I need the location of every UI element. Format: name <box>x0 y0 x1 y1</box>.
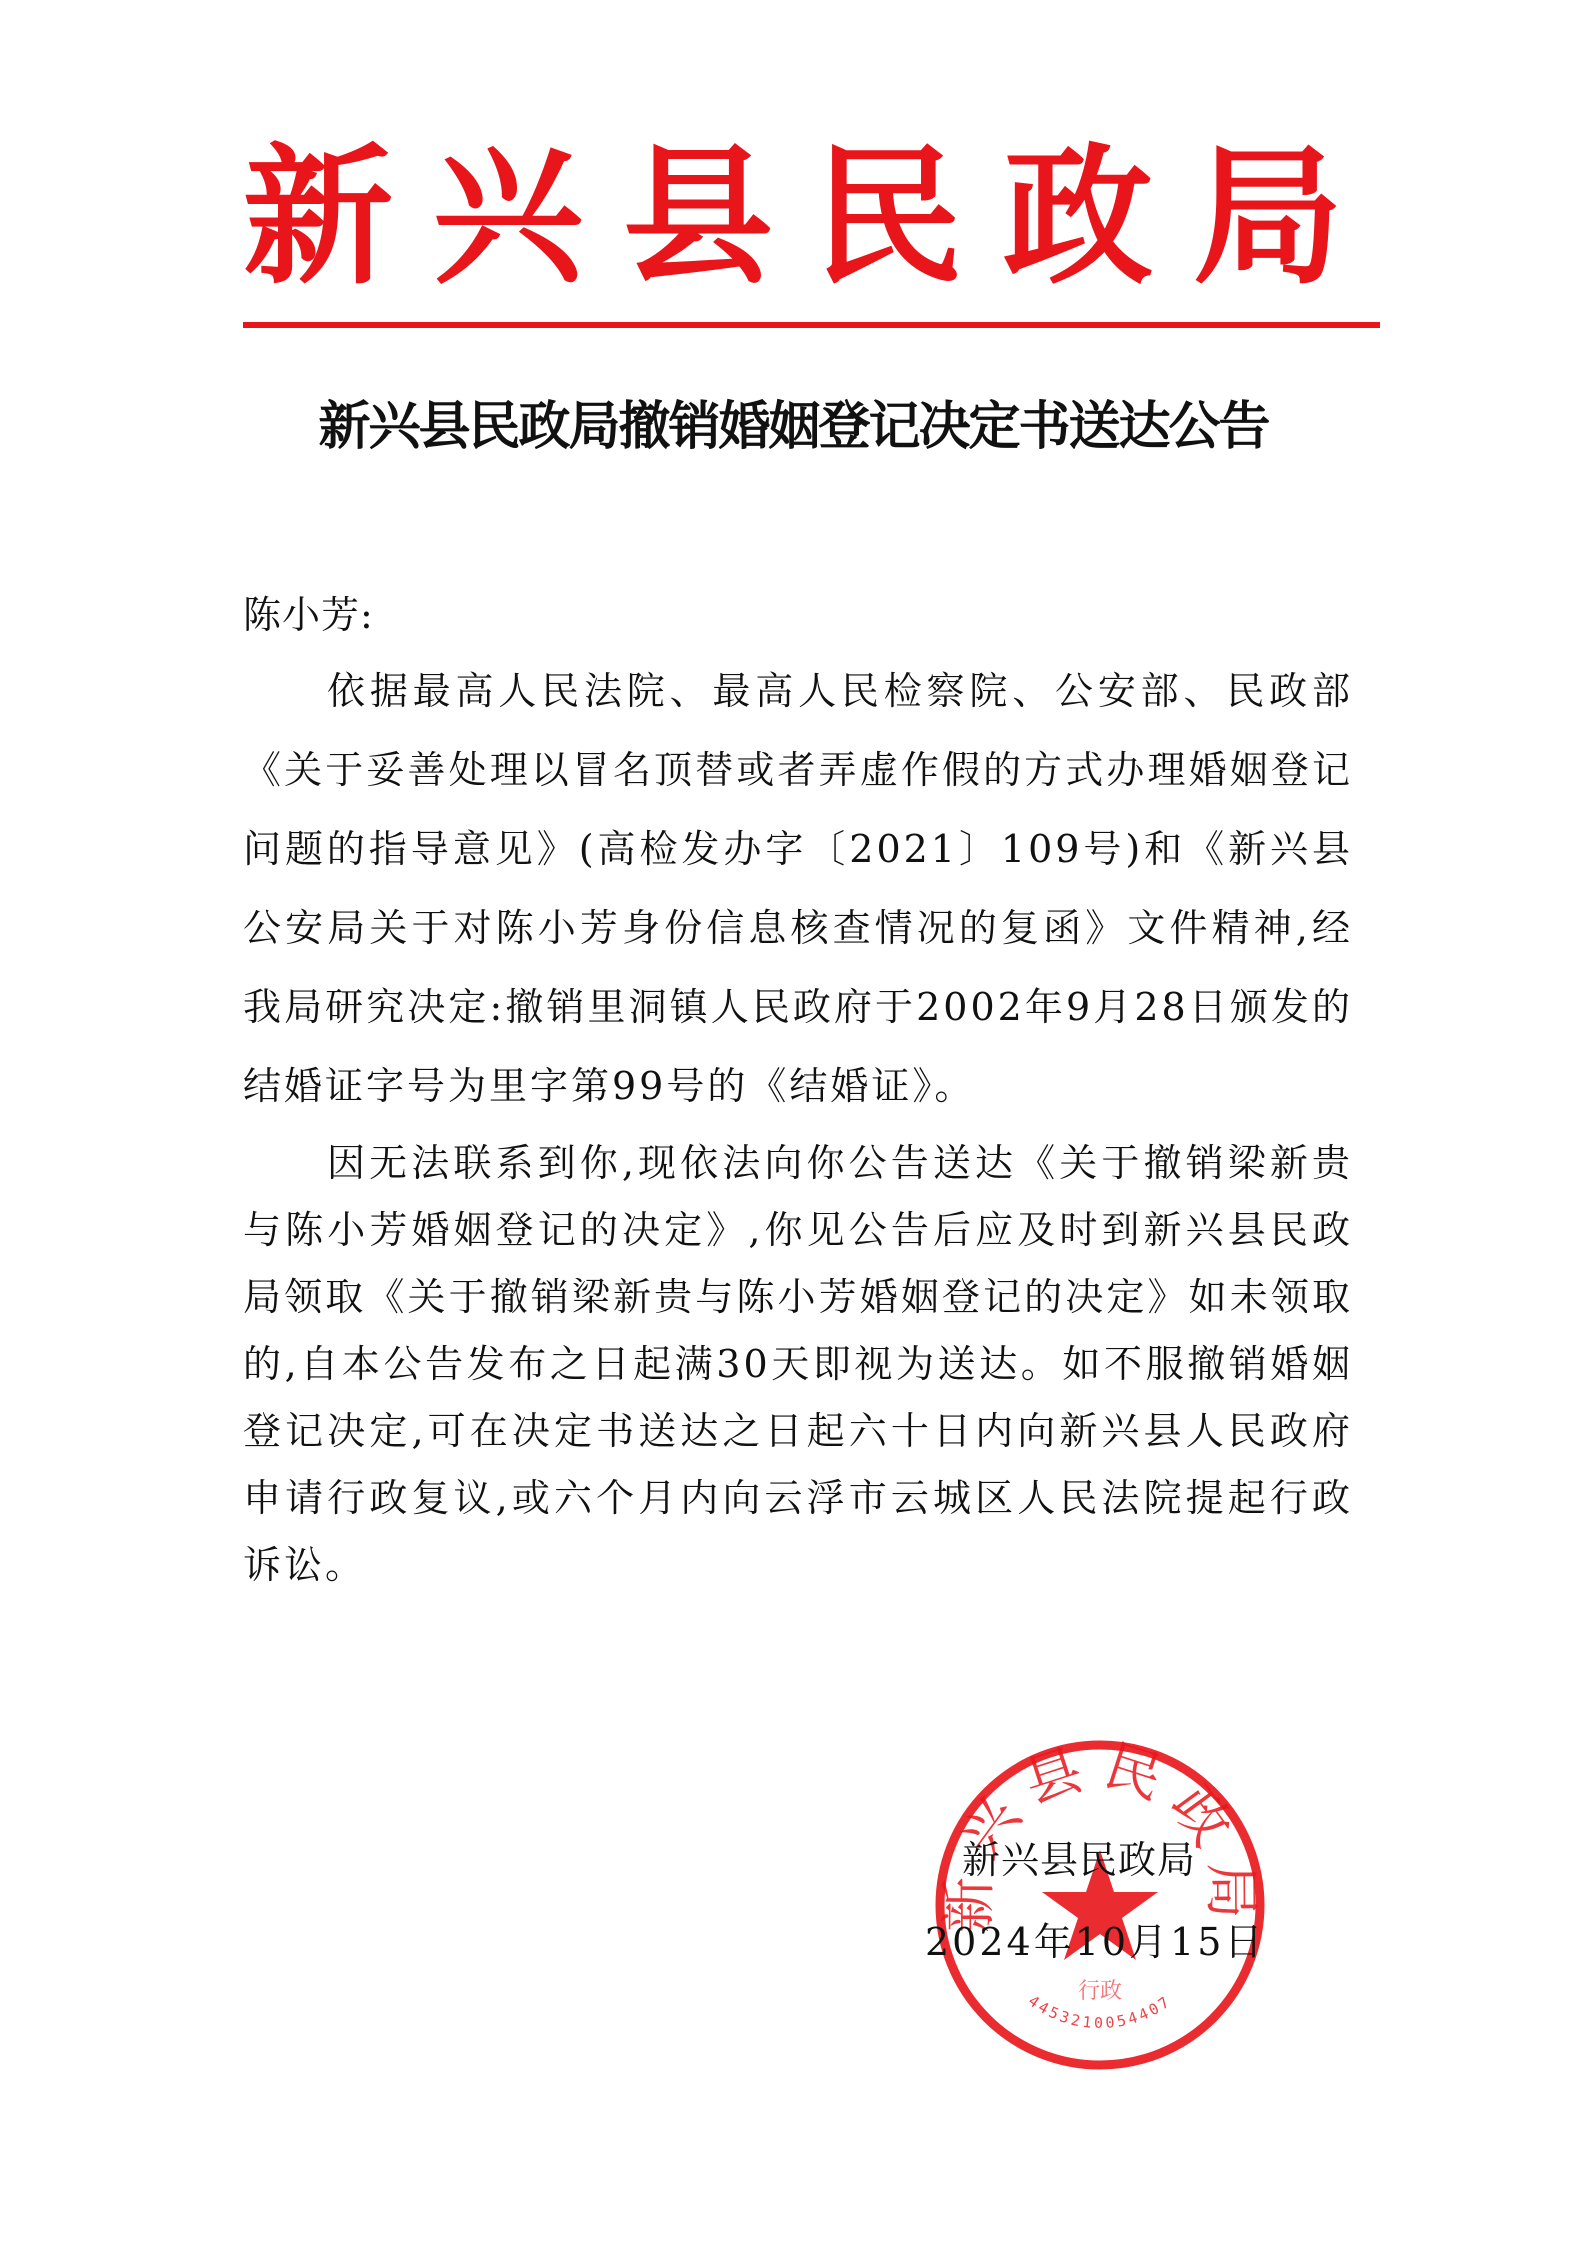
salutation: 陈小芳: <box>243 593 374 637</box>
body-paragraph: 因无法联系到你,现依法向你公告送达《关于撤销梁新贵与陈小芳婚姻登记的决定》,你见公告后应及时到新兴县民政局领取《关于撤销梁新贵与陈小芳婚姻登记的决定》如未领取的,自本公告发布之日起满30天即视为送达。如不服撤销婚姻登记决定,可在决定书送达之日起六十日内向新兴县人民政府申请行政复议,或六个月内向云浮市云城区人民法院提起行政诉讼。 <box>243 1141 1353 1587</box>
masthead-char: 县 <box>622 131 773 305</box>
masthead-char: 政 <box>1002 131 1153 305</box>
masthead-char: 民 <box>812 131 963 305</box>
masthead-char: 局 <box>1192 131 1343 305</box>
issuer-signature: 新兴县民政局 <box>962 1838 1197 1882</box>
issue-date: 2024年10月15日 <box>925 1920 1266 1964</box>
masthead-char: 新 <box>243 131 394 305</box>
body-paragraph: 依据最高人民法院、最高人民检察院、公安部、民政部《关于妥善处理以冒名顶替或者弄虚作假的方式办理婚姻登记问题的指导意见》(高检发办字〔2021〕109号)和《新兴县公安局关于对陈小芳身份信息核查情况的复函》文件精神,经我局研究决定:撤销里洞镇人民政府于2002年9月28日颁发的结婚证字号为里字第99号的《结婚证》。 <box>243 669 1353 1108</box>
masthead <box>243 131 1343 305</box>
svg-text:4453210054407: 4453210054407 <box>1024 1991 1176 2033</box>
masthead-divider <box>243 322 1380 328</box>
official-seal-icon <box>925 1730 1275 2080</box>
document-title: 新兴县民政局撤销婚姻登记决定书送达公告 <box>318 396 1269 457</box>
svg-text:新兴县民政局: 新兴县民政局 <box>936 1733 1264 1934</box>
masthead-char: 兴 <box>432 131 583 305</box>
svg-text:行政: 行政 <box>1077 1979 1123 2004</box>
